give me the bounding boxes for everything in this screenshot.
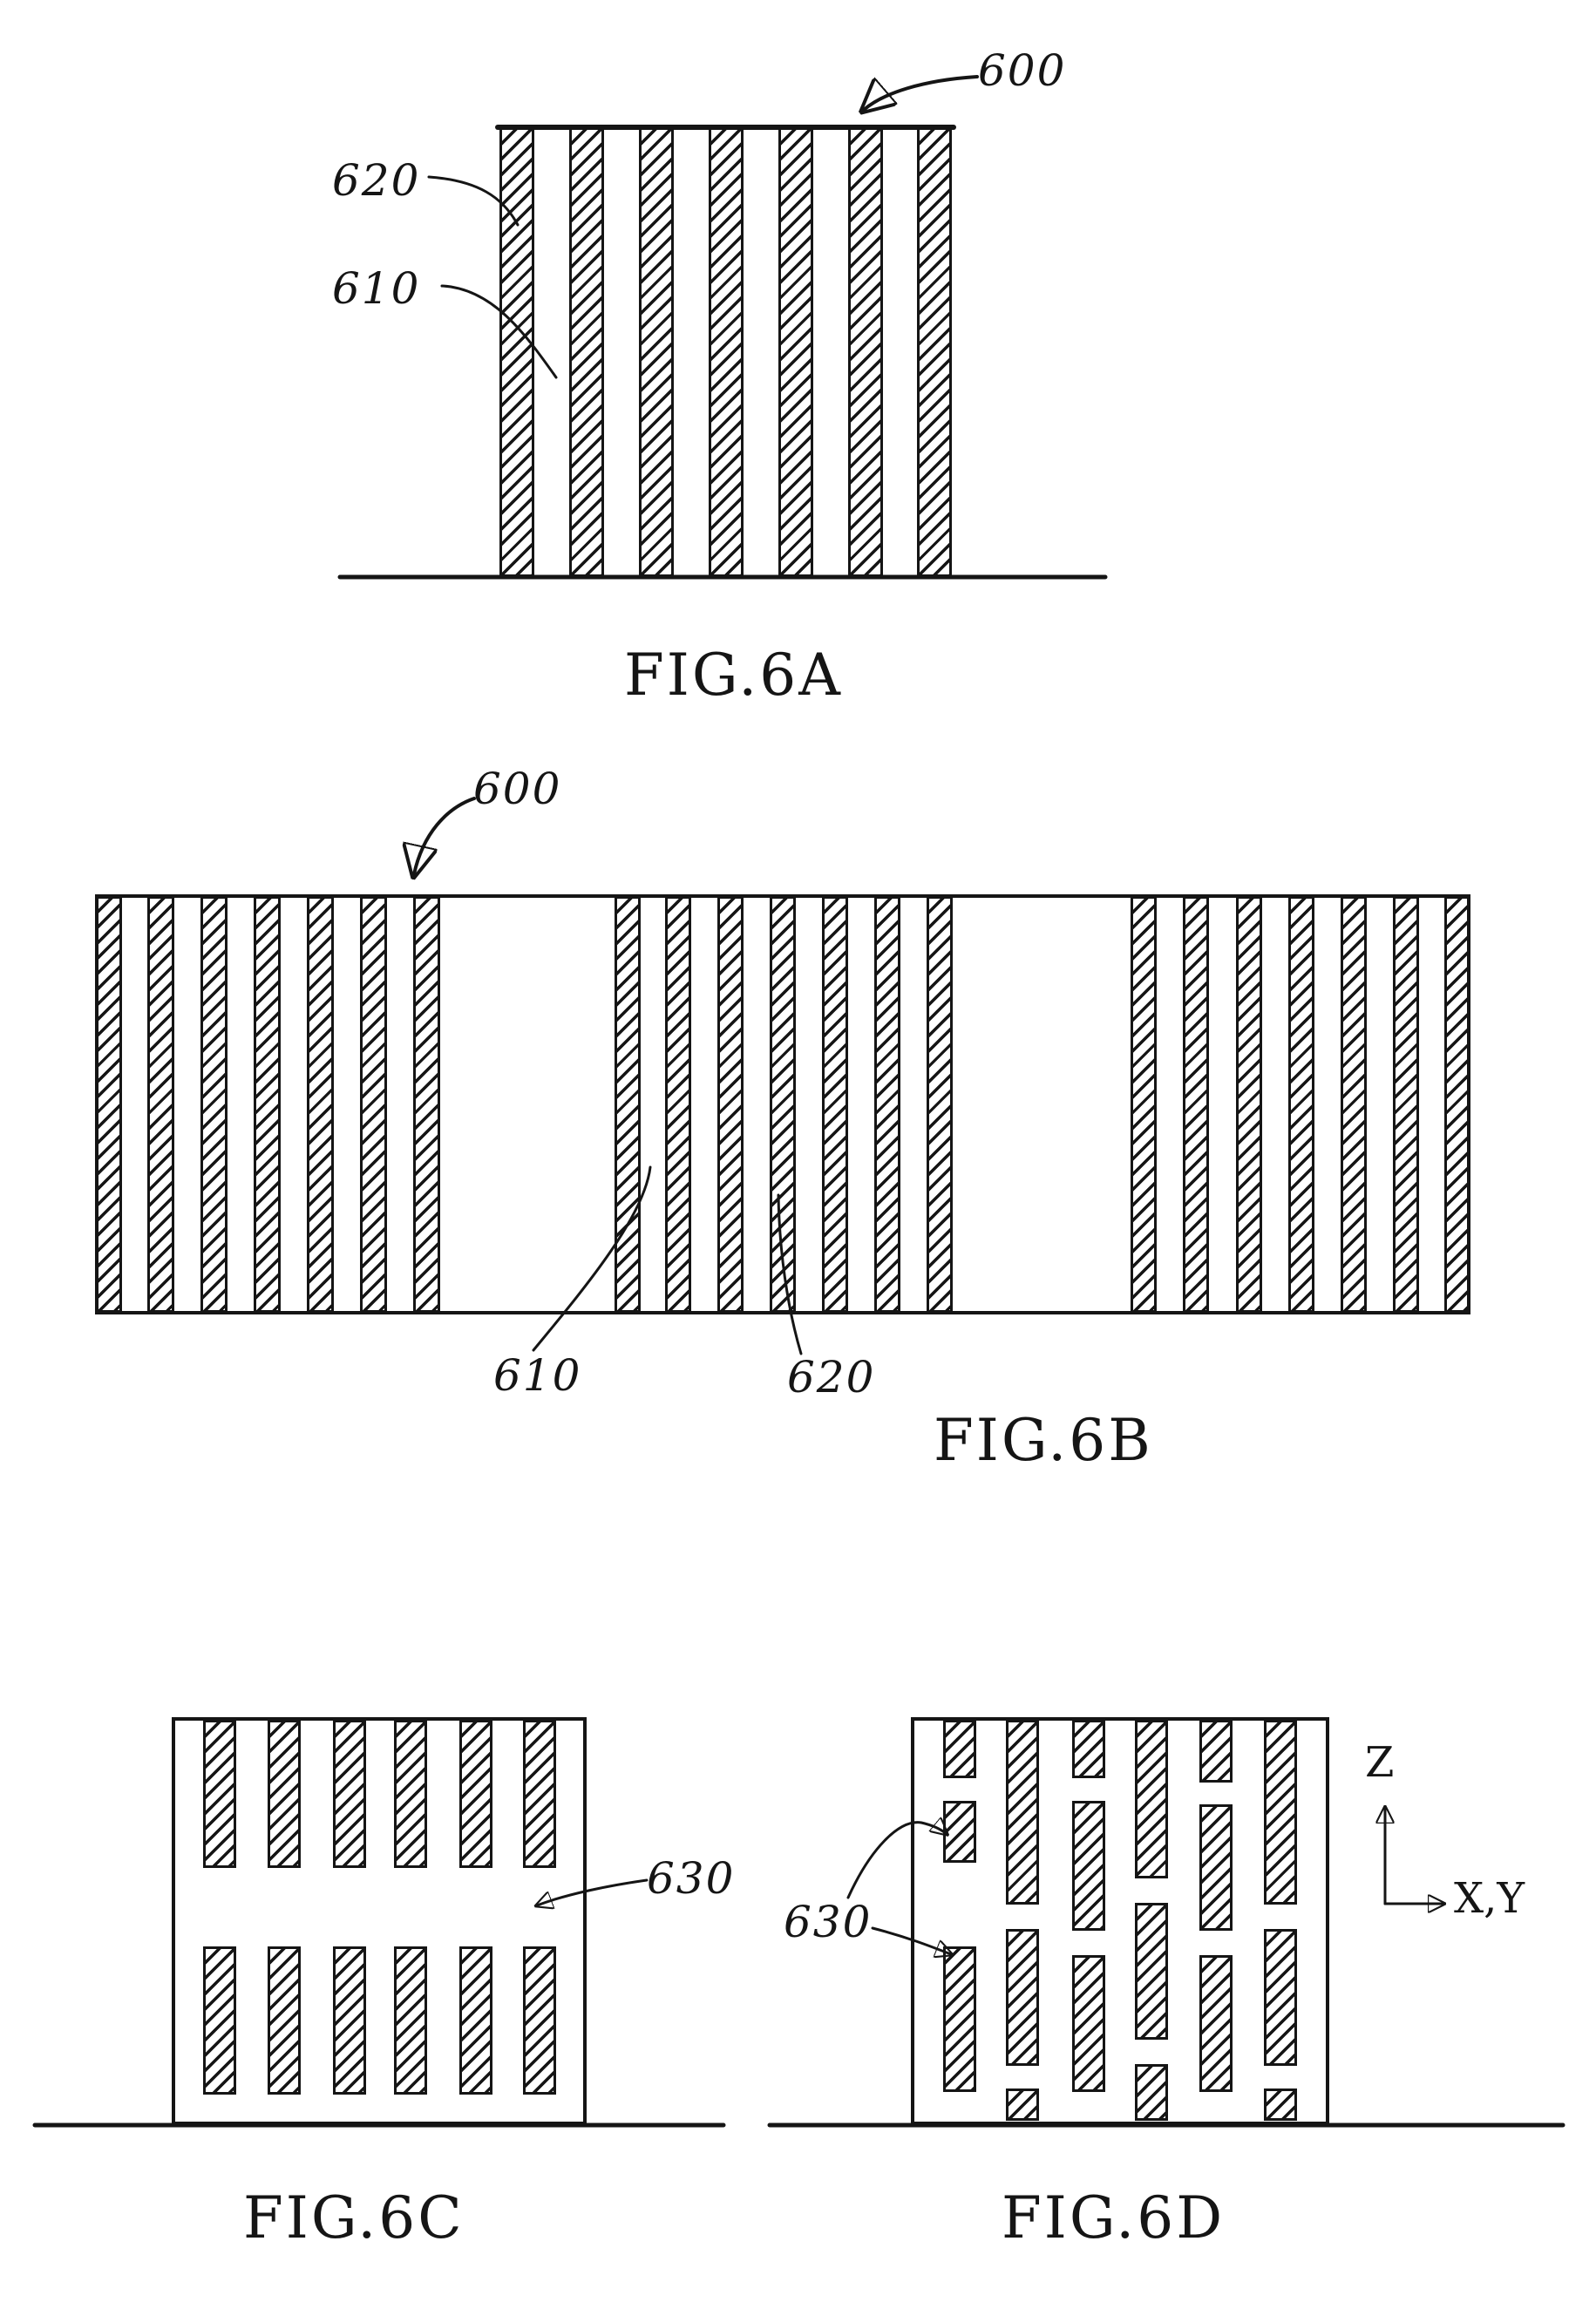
fig6a-ref-600: 600 [978, 45, 1067, 96]
fig6d-caption: FIG.6D [1002, 2184, 1226, 2251]
fig6b-ref-610: 610 [493, 1350, 582, 1401]
z-axis-label: Z [1365, 1738, 1395, 1787]
fig6b-arrow-600 [414, 798, 474, 874]
fig6a-leader-610 [442, 286, 556, 377]
fig6c-ref-630: 630 [647, 1853, 736, 1904]
fig6a-arrow-600 [864, 77, 977, 110]
fig6a-leader-620 [429, 177, 518, 225]
fig6b-ref-620: 620 [787, 1352, 876, 1403]
fig6a-ref-620: 620 [332, 155, 421, 206]
xy-axis-label: X,Y [1454, 1874, 1525, 1923]
fig6a-ref-610: 610 [332, 263, 421, 314]
fig6b-ref-600: 600 [473, 764, 562, 814]
fig6b-caption: FIG.6B [934, 1407, 1153, 1474]
fig6c-caption: FIG.6C [243, 2184, 465, 2251]
fig6d-arrow-630-upper [848, 1823, 947, 1898]
fig6c-arrow-630 [537, 1880, 647, 1905]
fig6b-leader-620 [778, 1195, 801, 1354]
fig6d-ref-630: 630 [784, 1897, 873, 1947]
fig6a-caption: FIG.6A [624, 642, 843, 709]
fig6d-arrow-630-lower [873, 1928, 951, 1954]
fig6b-leader-610 [533, 1167, 650, 1350]
